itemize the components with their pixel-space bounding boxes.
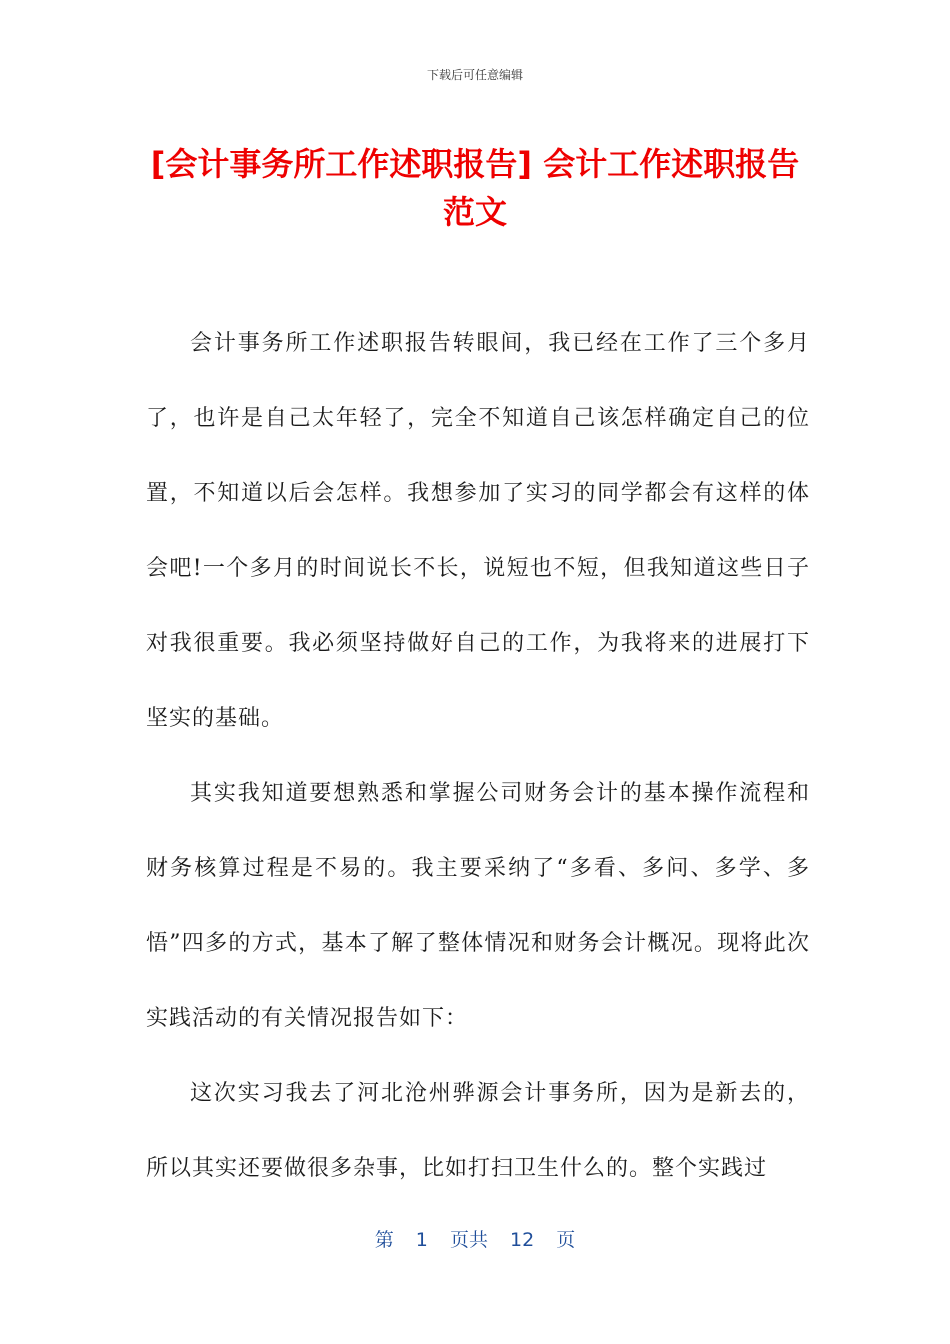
paragraph-1: 会计事务所工作述职报告转眼间，我已经在工作了三个多月了，也许是自己太年轻了，完全不知道自己该怎样确定自己的位置，不知道以后会怎样。我想参加了实习的同学都会有这样的体会吧!一个多月的时间说长不长，说短也不短，但我知道这些日子对我很重要。我必须坚持做好自己的工作，为我将来的进展打下坚实的基础。	[146, 331, 810, 731]
footer-suffix: 页	[556, 1229, 576, 1251]
document-body	[146, 306, 810, 1206]
footer-total-pages: 12	[510, 1229, 535, 1251]
document-title: [会计事务所工作述职报告] 会计工作述职报告范文	[150, 145, 800, 231]
footer-current-page: 1	[415, 1229, 428, 1251]
footer-prefix: 第	[374, 1229, 394, 1251]
paragraph-3: 这次实习我去了河北沧州骅源会计事务所，因为是新去的，所以其实还要做很多杂事，比如打扫卫生什么的。整个实践过	[146, 1081, 810, 1181]
footer-middle: 页共	[449, 1229, 488, 1251]
page-footer	[0, 1225, 950, 1252]
header-note: 下载后可任意编辑	[426, 68, 523, 82]
paragraph-2: 其实我知道要想熟悉和掌握公司财务会计的基本操作流程和财务核算过程是不易的。我主要采纳了“多看、多问、多学、多悟”四多的方式，基本了解了整体情况和财务会计概况。现将此次实践活动的有关情况报告如下：	[146, 781, 810, 1031]
